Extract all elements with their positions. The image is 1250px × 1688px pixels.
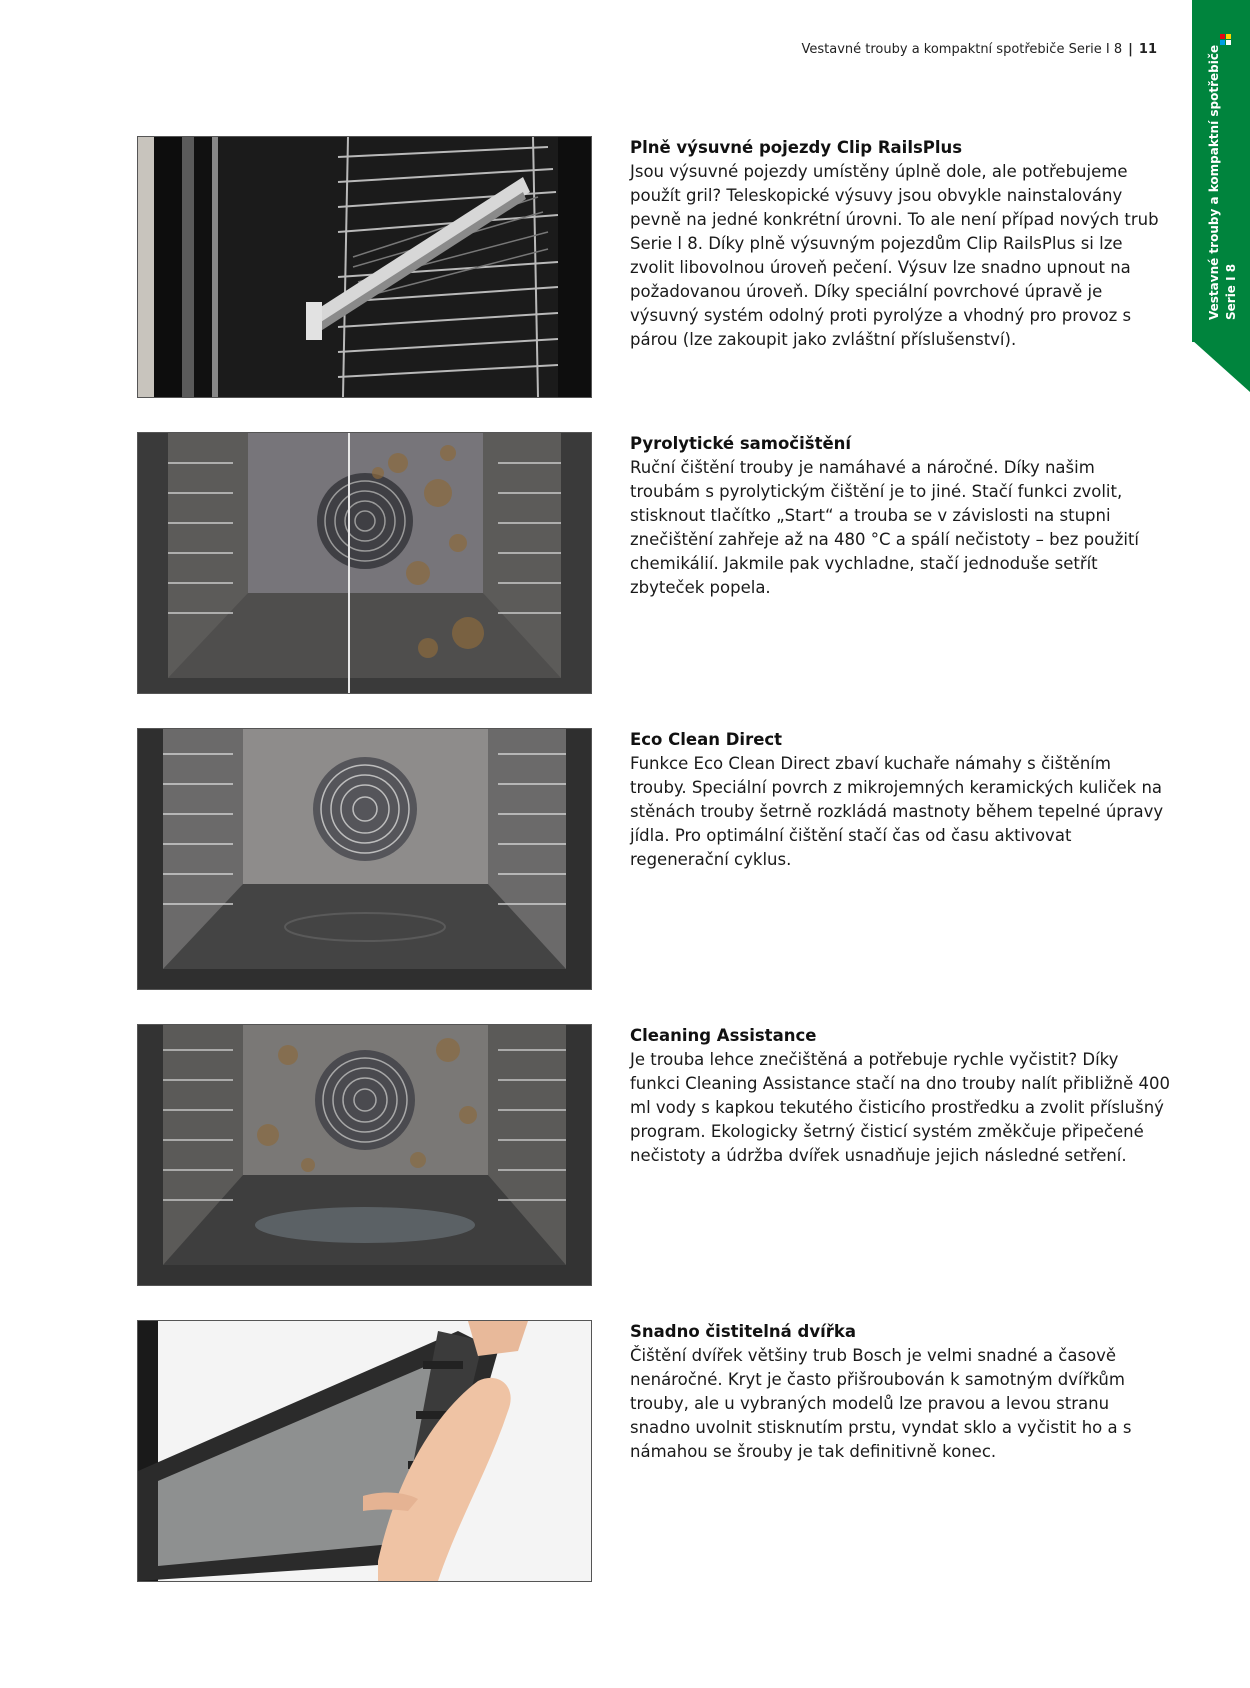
photo-eco-clean <box>137 728 592 990</box>
header-title: Vestavné trouby a kompaktní spotřebiče Serie I 8 <box>801 42 1123 57</box>
section-easy-clean-door <box>137 1320 1167 1582</box>
photo-pyrolysis <box>137 432 592 694</box>
oven-interior-clean-image <box>138 729 591 989</box>
section-title: Eco Clean Direct <box>630 730 783 749</box>
section-eco-clean <box>137 728 1167 990</box>
section-title: Plně výsuvné pojezdy Clip RailsPlus <box>630 138 963 157</box>
header-separator: | <box>1128 42 1133 57</box>
side-tab-line2: Serie I 8 <box>1224 263 1238 320</box>
side-tab-line1: Vestavné trouby a kompaktní spotřebiče <box>1207 44 1221 320</box>
section-title: Cleaning Assistance <box>630 1026 817 1045</box>
oven-interior-half-clean-image <box>138 433 591 693</box>
oven-interior-dirty-image <box>138 1025 591 1285</box>
text-clip-rails <box>630 136 1170 352</box>
photo-clip-rails <box>137 136 592 398</box>
text-pyrolysis <box>630 432 1170 600</box>
section-body: Ruční čištění trouby je namáhavé a náročné. Díky našim troubám s pyrolytickým čištění je to jiné. Stačí funkci zvolit, stisknout tlačítko „Start“ a trouba se v závislosti na stupni znečištění zahřeje až na 480 °C a spálí nečistoty – bez použití chemikálií. Jakmile pak vychladne, stačí jednoduše setřít zbyteček popela. <box>630 458 1140 597</box>
section-body: Je trouba lehce znečištěná a potřebuje rychle vyčistit? Díky funkci Cleaning Assistance stačí na dno trouby nalít přibližně 400 ml vody s kapkou tekutého čisticího prostředku a zvolit příslušný program. Ekologicky šetrný čisticí systém změkčuje připečené nečistoty a údržba dvířek usnadňuje jejich následné setření. <box>630 1050 1170 1165</box>
oven-door-hands-image <box>138 1321 591 1581</box>
side-tab-corner <box>1192 340 1250 392</box>
photo-cleaning-assistance <box>137 1024 592 1286</box>
section-pyrolysis <box>137 432 1167 694</box>
section-body: Funkce Eco Clean Direct zbaví kuchaře námahy s čištěním trouby. Speciální povrch z mikrojemných keramických kuliček na stěnách trouby šetrně rozkládá mastnoty během tepelné úpravy jídla. Pro optimální čištění stačí čas od času aktivovat regenerační cyklus. <box>630 754 1164 869</box>
page-header <box>801 42 1157 57</box>
section-body: Čištění dvířek většiny trub Bosch je velmi snadné a časově nenáročné. Kryt je často přišroubován k samotným dvířkům trouby, ale u vybraných modelů lze pravou a levou stranu snadno uvolnit stisknutím prstu, vyndat sklo a vyčistit ho a s námahou se šrouby je tak definitivně konec. <box>630 1346 1132 1461</box>
text-cleaning-assistance <box>630 1024 1170 1168</box>
section-clip-rails <box>137 136 1167 398</box>
section-cleaning-assistance <box>137 1024 1170 1286</box>
color-squares-icon <box>1220 34 1232 46</box>
side-tab-text <box>1200 20 1240 320</box>
text-easy-clean-door <box>630 1320 1170 1464</box>
oven-rails-image <box>138 137 591 397</box>
page-number: 11 <box>1138 42 1157 57</box>
section-body: Jsou výsuvné pojezdy umístěny úplně dole, ale potřebujeme použít gril? Teleskopické výsuvy jsou obvykle nainstalovány pevně na jedné konkrétní úrovni. To ale není případ nových trub Serie l 8. Díky plně výsuvným pojezdům Clip RailsPlus si lze zvolit libovolnou úroveň pečení. Výsuv lze snadno upnout na požadovanou úroveň. Díky speciální povrchové úpravě je výsuvný systém odolný proti pyrolýze a vhodný pro provoz s párou (lze zakoupit jako zvláštní příslušenství). <box>630 162 1159 349</box>
text-eco-clean <box>630 728 1170 872</box>
photo-easy-clean-door <box>137 1320 592 1582</box>
section-title: Snadno čistitelná dvířka <box>630 1322 857 1341</box>
section-title: Pyrolytické samočištění <box>630 434 852 453</box>
